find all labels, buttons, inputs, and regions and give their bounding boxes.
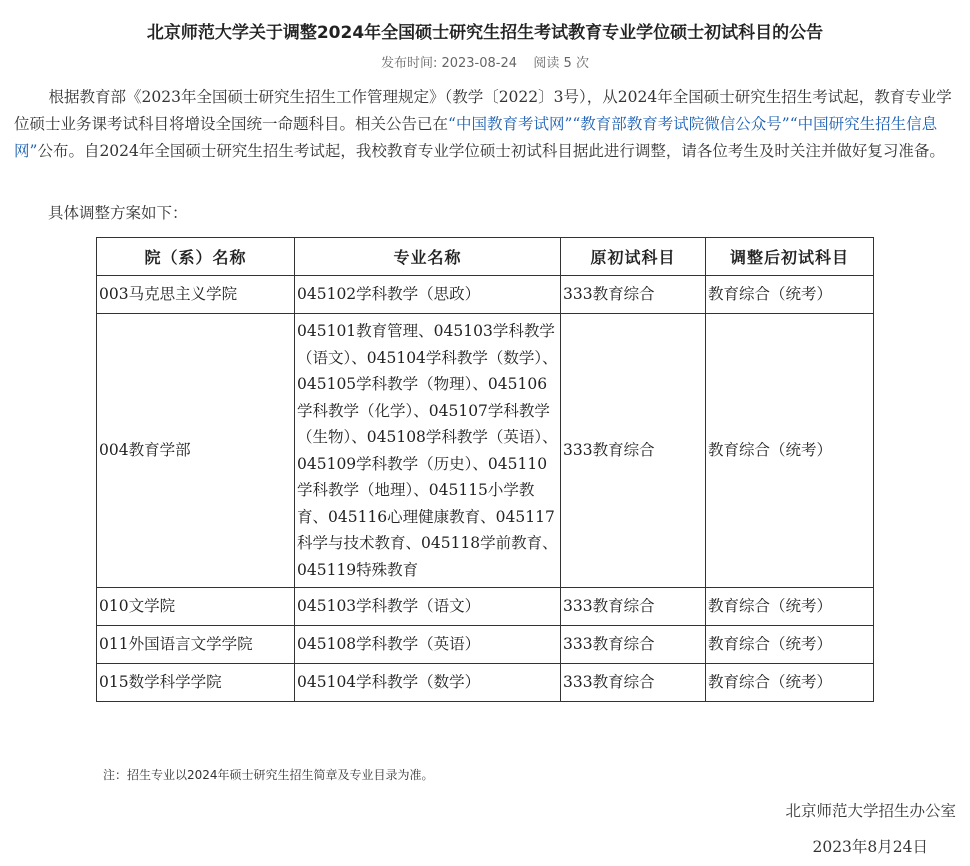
header-major: 专业名称	[295, 238, 561, 276]
body-paragraph	[14, 84, 960, 165]
adjustment-table	[96, 237, 874, 702]
cell-department: 004教育学部	[97, 314, 295, 588]
cell-major: 045102学科教学（思政）	[295, 276, 561, 314]
cell-adjusted-subject: 教育综合（统考）	[706, 276, 874, 314]
cell-department: 015数学科学学院	[97, 664, 295, 702]
table-header-row	[97, 238, 874, 276]
signature: 北京师范大学招生办公室	[785, 802, 956, 820]
cell-major: 045101教育管理、045103学科教学（语文）、045104学科教学（数学）、045105学科教学（物理）、045106学科教学（化学）、045107学科教学（生物）、045108学科教学（英语）、045109学科教学（历史）、045110学科教学（地理）、045115小学教育、045116心理健康教育、045117科学与技术教育、045118学前教育、045119特殊教育	[295, 314, 561, 588]
cell-original-subject: 333教育综合	[561, 276, 706, 314]
table-row	[97, 276, 874, 314]
cell-department: 010文学院	[97, 588, 295, 626]
cell-original-subject: 333教育综合	[561, 664, 706, 702]
cell-adjusted-subject: 教育综合（统考）	[706, 314, 874, 588]
cell-major: 045104学科教学（数学）	[295, 664, 561, 702]
cell-original-subject: 333教育综合	[561, 588, 706, 626]
page-title: 北京师范大学关于调整2024年全国硕士研究生招生考试教育专业学位硕士初试科目的公告	[146, 23, 824, 43]
publish-date: 2023-08-24	[441, 56, 517, 71]
table-row	[97, 588, 874, 626]
signature-date: 2023年8月24日	[812, 838, 928, 856]
cell-department: 011外国语言文学学院	[97, 626, 295, 664]
cell-adjusted-subject: 教育综合（统考）	[706, 664, 874, 702]
footnote: 注：招生专业以2024年硕士研究生招生简章及专业目录为准。	[103, 768, 434, 782]
link-chsi[interactable]: “中国研究生招生信息网”	[14, 115, 938, 160]
table-row	[97, 314, 874, 588]
link-neea-wechat[interactable]: “教育部教育考试院微信公众号”	[572, 115, 790, 133]
cell-original-subject: 333教育综合	[561, 314, 706, 588]
cell-major: 045103学科教学（语文）	[295, 588, 561, 626]
cell-major: 045108学科教学（英语）	[295, 626, 561, 664]
header-department: 院（系）名称	[97, 238, 295, 276]
table-row	[97, 664, 874, 702]
link-neea[interactable]: “中国教育考试网”	[448, 115, 573, 133]
article-meta	[0, 54, 970, 74]
cell-department: 003马克思主义学院	[97, 276, 295, 314]
plan-intro: 具体调整方案如下：	[48, 204, 188, 222]
body-text-part-1: 根据教育部《2023年全国硕士研究生招生工作管理规定》（教学〔2022〕3号），从2024年全国硕士研究生招生考试起，教育专业学位硕士业务课考试科目将增设全国统一命题科目。相关公告已在	[14, 88, 952, 133]
read-count: 阅读 5 次	[533, 56, 589, 71]
body-text-part-2: 公布。自2024年全国硕士研究生招生考试起，我校教育专业学位硕士初试科目据此进行调整，请各位考生及时关注并做好复习准备。	[37, 142, 945, 160]
publish-label: 发布时间:	[381, 56, 438, 71]
cell-adjusted-subject: 教育综合（统考）	[706, 588, 874, 626]
cell-adjusted-subject: 教育综合（统考）	[706, 626, 874, 664]
header-original-subject: 原初试科目	[561, 238, 706, 276]
table-row	[97, 626, 874, 664]
header-adjusted-subject: 调整后初试科目	[706, 238, 874, 276]
cell-original-subject: 333教育综合	[561, 626, 706, 664]
